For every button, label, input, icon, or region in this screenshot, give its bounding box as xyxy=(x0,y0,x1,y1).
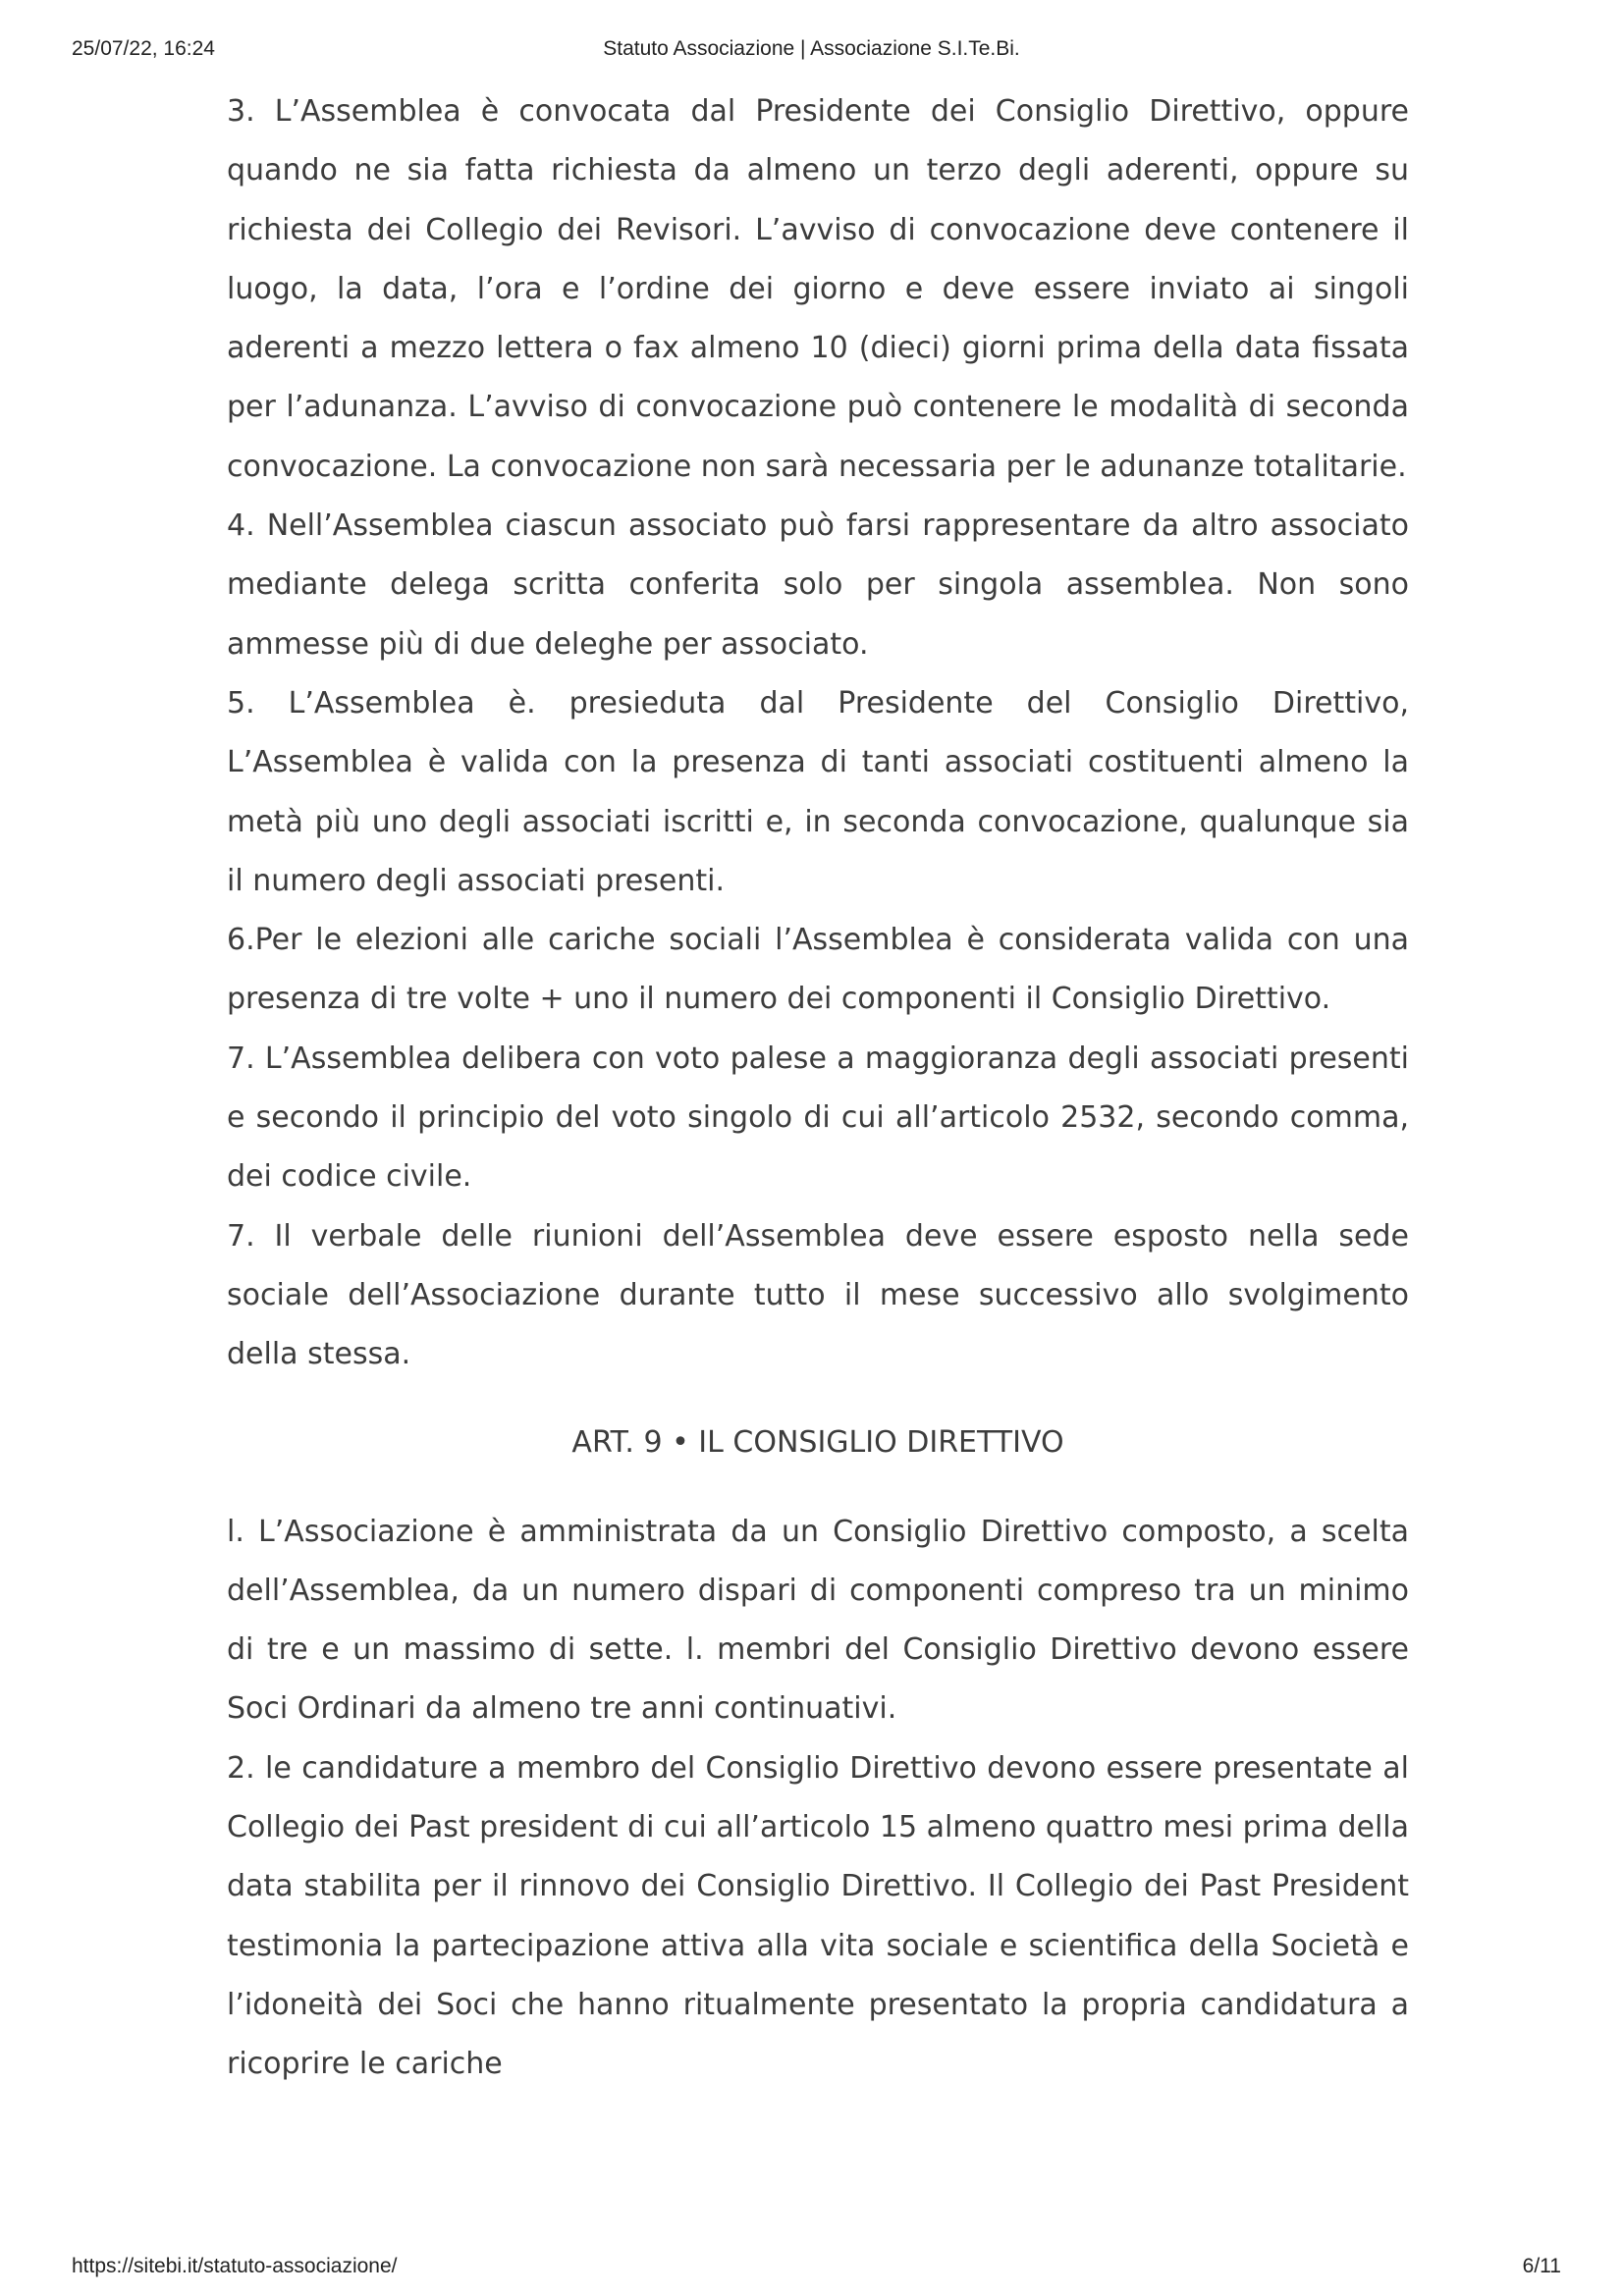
print-datetime: 25/07/22, 16:24 xyxy=(72,37,215,60)
print-page-number: 6/11 xyxy=(1522,2255,1561,2277)
print-footer xyxy=(0,2255,1623,2284)
paragraph-art8-7b: 7. Il verbale delle riunioni dell’Assemblea deve essere esposto nella sede sociale dell’Associazione durante tutto il mese successivo allo svolgimento della stessa. xyxy=(227,1218,1409,1372)
document-body xyxy=(227,82,1409,2095)
paragraph-art8-7a: 7. L’Assemblea delibera con voto palese a maggioranza degli associati presenti e secondo il principio del voto singolo di cui all’articolo 2532, secondo comma, dei codice civile. xyxy=(227,1041,1409,1195)
paragraph-art8-6: 6.Per le elezioni alle cariche sociali l’Assemblea è considerata valida con una presenza di tre volte + uno il numero dei componenti il Consiglio Direttivo. xyxy=(227,923,1409,1017)
print-url: https://sitebi.it/statuto-associazione/ xyxy=(72,2255,398,2277)
paragraph-art8-3: 3. L’Assemblea è convocata dal Presidente dei Consiglio Direttivo, oppure quando ne sia fatta richiesta da almeno un terzo degli aderenti, oppure su richiesta dei Collegio dei Revisori. L’avviso di convocazione deve contenere il luogo, la data, l’ora e l’ordine dei giorno e deve essere inviato ai singoli aderenti a mezzo lettera o fax almeno 10 (dieci) giorni prima della data fissata per l’adunanza. L’avviso di convocazione può contenere le modalità di seconda convocazione. La convocazione non sarà necessaria per le adunanze totalitarie. xyxy=(227,94,1409,484)
paragraph-art9-2: 2. le candidature a membro del Consiglio Direttivo devono essere presentate al Collegio dei Past president di cui all’articolo 15 almeno quattro mesi prima della data stabilita per il rinnovo dei Consiglio Direttivo. Il Collegio dei Past President testimonia la partecipazione attiva alla vita sociale e scientifica della Società e l’idoneità dei Soci che hanno ritualmente presentato la propria candidatura a ricoprire le cariche xyxy=(227,1750,1409,2082)
print-page-title: Statuto Associazione | Associazione S.I.Te.Bi. xyxy=(603,37,1020,60)
paragraph-art8-5: 5. L’Assemblea è. presieduta dal Presidente del Consiglio Direttivo, L’Assemblea è valida con la presenza di tanti associati costituenti almeno la metà più uno degli associati iscritti e, in seconda convocazione, qualunque sia il numero degli associati presenti. xyxy=(227,685,1409,898)
paragraph-art8-4: 4. Nell’Assemblea ciascun associato può farsi rappresentare da altro associato mediante delega scritta conferita solo per singola assemblea. Non sono ammesse più di due deleghe per associato. xyxy=(227,508,1409,662)
paragraph-art9-1: l. L’Associazione è amministrata da un Consiglio Direttivo composto, a scelta dell’Assemblea, da un numero dispari di componenti compreso tra un minimo di tre e un massimo di sette. l. membri del Consiglio Direttivo devono essere Soci Ordinari da almeno tre anni continuativi. xyxy=(227,1514,1409,1727)
print-header xyxy=(0,37,1623,67)
article-heading: ART. 9 • IL CONSIGLIO DIRETTIVO xyxy=(571,1424,1064,1460)
